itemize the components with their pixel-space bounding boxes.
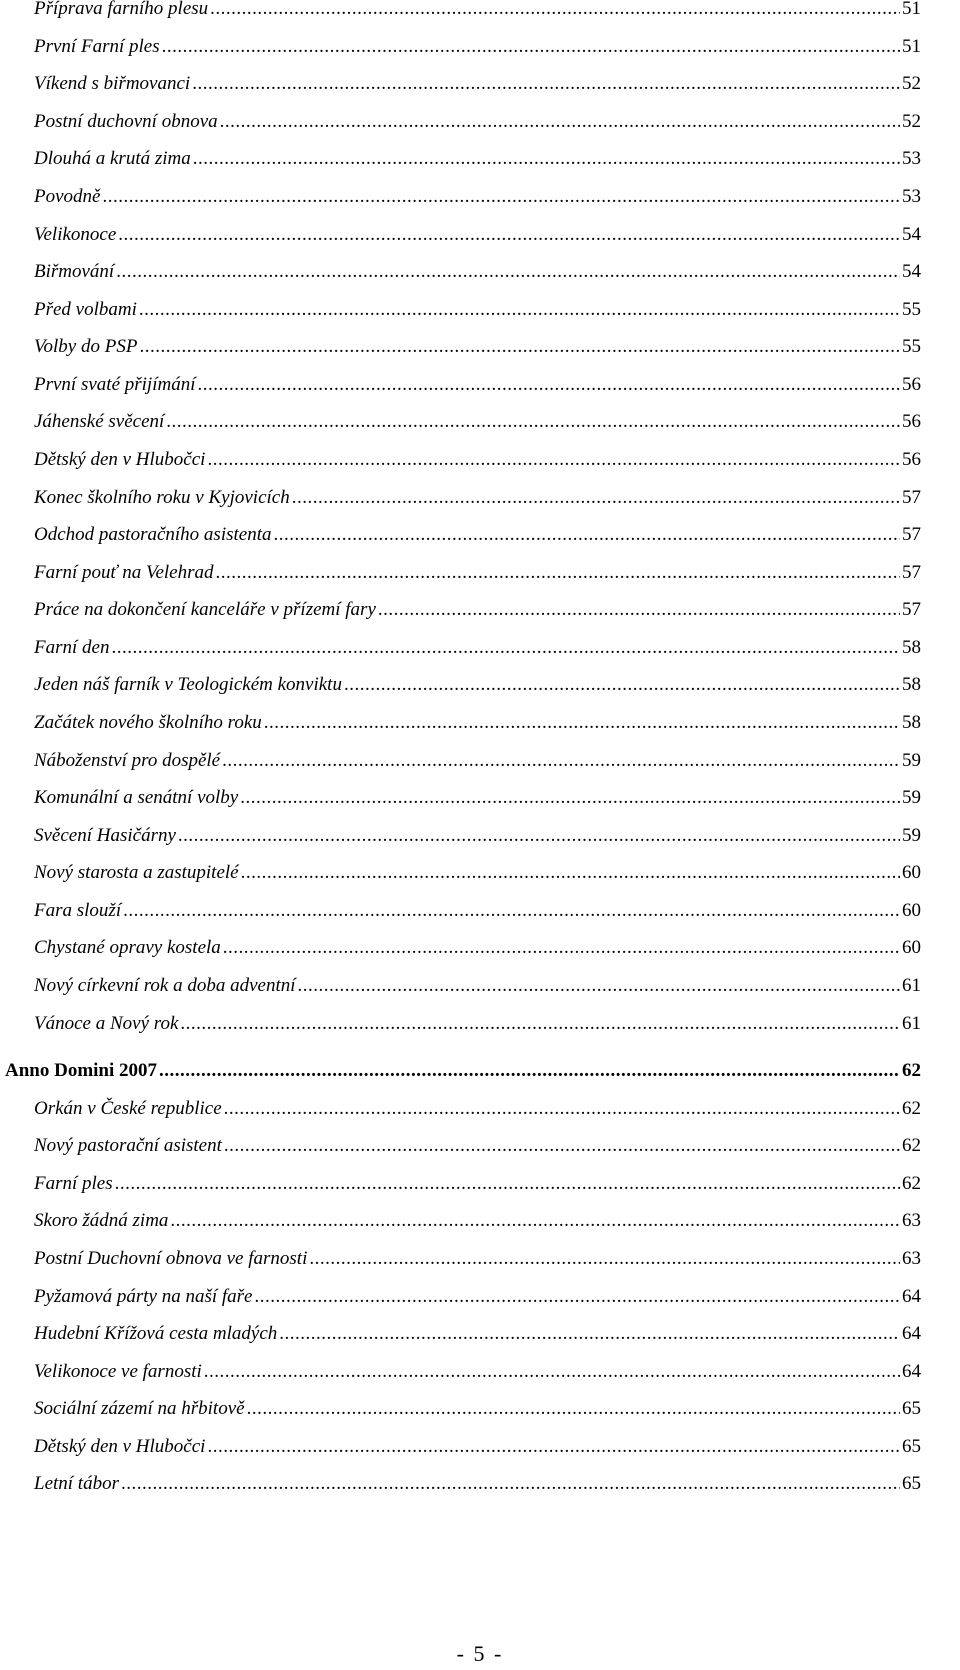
toc-section-title: Anno Domini 2007 — [5, 1060, 158, 1081]
toc-entry-title: Práce na dokončení kanceláře v přízemí fary — [34, 599, 376, 620]
dot-leader — [309, 1247, 900, 1271]
toc-entry-title: První svaté přijímání — [34, 374, 196, 395]
toc-entry-title: Volby do PSP — [34, 336, 138, 357]
dot-leader — [180, 1012, 900, 1036]
toc-entry-page: 65 — [902, 1398, 921, 1419]
toc-entry-title: Velikonoce — [34, 224, 117, 245]
dot-leader — [197, 373, 900, 397]
dot-leader — [159, 1059, 900, 1083]
toc-entry — [34, 786, 921, 810]
toc-entry-title: Nový pastorační asistent — [34, 1135, 222, 1156]
dot-leader — [279, 1322, 900, 1346]
dot-leader — [264, 711, 900, 735]
toc-entry-page: 60 — [902, 900, 921, 921]
toc-entry — [34, 0, 921, 21]
dot-leader — [204, 1360, 900, 1384]
dot-leader — [111, 636, 900, 660]
toc-entry-title: První Farní ples — [34, 36, 160, 57]
toc-entry-page: 62 — [902, 1098, 921, 1119]
dot-leader — [344, 673, 900, 697]
toc-entry-page: 59 — [902, 787, 921, 808]
toc-entry-title: Dětský den v Hlubočci — [34, 1436, 206, 1457]
toc-entry-title: Velikonoce ve farnosti — [34, 1361, 202, 1382]
toc-entry — [34, 185, 921, 209]
toc-entry-page: 59 — [902, 750, 921, 771]
toc-entry-page: 53 — [902, 186, 921, 207]
toc-entry-title: Fara slouží — [34, 900, 122, 921]
toc-entry-title: Svěcení Hasičárny — [34, 825, 176, 846]
toc-entry-page: 62 — [902, 1135, 921, 1156]
toc-entry-title: Sociální zázemí na hřbitově — [34, 1398, 245, 1419]
toc-entry-page: 51 — [902, 0, 921, 19]
toc-entry-title: Komunální a senátní volby — [34, 787, 239, 808]
dot-leader — [193, 147, 900, 171]
dot-leader — [292, 486, 900, 510]
toc-entry-page: 58 — [902, 637, 921, 658]
dot-leader — [247, 1397, 900, 1421]
toc-entry-title: Náboženství pro dospělé — [34, 750, 221, 771]
toc-entry-page: 57 — [902, 599, 921, 620]
toc-entry — [34, 561, 921, 585]
dot-leader — [162, 35, 900, 59]
toc-entry — [34, 223, 921, 247]
toc-entry-title: Letní tábor — [34, 1473, 119, 1494]
toc-entry — [34, 373, 921, 397]
toc-entry — [34, 1397, 921, 1421]
toc-entry-title: Nový církevní rok a doba adventní — [34, 975, 296, 996]
toc-entry-page: 58 — [902, 674, 921, 695]
dot-leader — [207, 1435, 900, 1459]
toc-entry — [34, 936, 921, 960]
toc-entry — [34, 824, 921, 848]
toc-entry-title: Dlouhá a krutá zima — [34, 148, 191, 169]
toc-entry — [34, 260, 921, 284]
dot-leader — [224, 1097, 900, 1121]
toc-entry-page: 64 — [902, 1361, 921, 1382]
toc-entry-title: Povodně — [34, 186, 101, 207]
toc-entry-title: Vánoce a Nový rok — [34, 1013, 179, 1034]
toc-entry — [34, 974, 921, 998]
toc-entry-page: 56 — [902, 449, 921, 470]
toc-entry-page: 60 — [902, 937, 921, 958]
toc-entry — [34, 1360, 921, 1384]
toc-entry — [34, 711, 921, 735]
toc-entry-page: 52 — [902, 111, 921, 132]
toc-entry — [34, 1097, 921, 1121]
dot-leader — [254, 1285, 900, 1309]
dot-leader — [298, 974, 900, 998]
dot-leader — [123, 899, 900, 923]
toc-entry — [34, 1012, 921, 1036]
toc-entry-page: 58 — [902, 712, 921, 733]
toc-entry-title: Farní den — [34, 637, 110, 658]
dot-leader — [116, 260, 900, 284]
dot-leader — [240, 786, 900, 810]
toc-entry — [34, 523, 921, 547]
toc-entry-page: 64 — [902, 1286, 921, 1307]
page-number: - 5 - — [456, 1641, 504, 1666]
toc-entry — [34, 147, 921, 171]
toc-entry-page: 65 — [902, 1473, 921, 1494]
toc-entry-title: Postní Duchovní obnova ve farnosti — [34, 1248, 308, 1269]
toc-entry — [34, 673, 921, 697]
toc-entry-page: 55 — [902, 299, 921, 320]
toc-entry-page: 62 — [902, 1173, 921, 1194]
toc-entry-page: 54 — [902, 224, 921, 245]
toc-entry — [34, 335, 921, 359]
toc-entry-page: 54 — [902, 261, 921, 282]
toc-entry-page: 57 — [902, 487, 921, 508]
toc-entry-title: Před volbami — [34, 299, 137, 320]
toc-entry-title: Nový starosta a zastupitelé — [34, 862, 239, 883]
toc-entry — [34, 636, 921, 660]
toc-entry-page: 55 — [902, 336, 921, 357]
toc-entry-page: 64 — [902, 1323, 921, 1344]
dot-leader — [207, 448, 900, 472]
toc-entry-page: 57 — [902, 562, 921, 583]
dot-leader — [118, 223, 900, 247]
toc-entry — [34, 899, 921, 923]
dot-leader — [139, 298, 900, 322]
toc-entry-page: 57 — [902, 524, 921, 545]
toc-entry-page: 61 — [902, 1013, 921, 1034]
toc-entry — [34, 410, 921, 434]
toc-entry — [34, 861, 921, 885]
toc-entry-page: 63 — [902, 1210, 921, 1231]
dot-leader — [222, 749, 900, 773]
toc-entry-title: Začátek nového školního roku — [34, 712, 262, 733]
toc-entry-title: Pyžamová párty na naší faře — [34, 1286, 253, 1307]
toc-entry — [34, 1472, 921, 1496]
toc-entry — [34, 598, 921, 622]
dot-leader — [115, 1172, 900, 1196]
toc-entry-page: 56 — [902, 411, 921, 432]
dot-leader — [192, 72, 900, 96]
dot-leader — [102, 185, 900, 209]
toc-entry — [34, 1322, 921, 1346]
toc-entry-title: Chystané opravy kostela — [34, 937, 221, 958]
toc-entry — [34, 448, 921, 472]
dot-leader — [170, 1209, 900, 1233]
toc-entry-page: 60 — [902, 862, 921, 883]
dot-leader — [223, 936, 900, 960]
toc-entry — [34, 1247, 921, 1271]
toc-entry — [34, 1172, 921, 1196]
toc-entry-title: Hudební Křížová cesta mladých — [34, 1323, 278, 1344]
dot-leader — [139, 335, 900, 359]
toc-entry — [34, 298, 921, 322]
toc-entry-title: Skoro žádná zima — [34, 1210, 169, 1231]
toc-entry-title: Jeden náš farník v Teologickém konviktu — [34, 674, 342, 695]
toc-entry-title: Odchod pastoračního asistenta — [34, 524, 272, 545]
toc-entry-title: Biřmování — [34, 261, 115, 282]
toc-entry-title: Příprava farního plesu — [34, 0, 209, 19]
toc-entry — [34, 1285, 921, 1309]
toc-entry-page: 59 — [902, 825, 921, 846]
toc-entry — [34, 1435, 921, 1459]
toc-entry-title: Konec školního roku v Kyjovicích — [34, 487, 290, 508]
dot-leader — [224, 1134, 900, 1158]
toc-entry — [34, 1209, 921, 1233]
toc-entry-page: 52 — [902, 73, 921, 94]
toc-entry-page: 63 — [902, 1248, 921, 1269]
toc-entry-title: Farní pouť na Velehrad — [34, 562, 214, 583]
toc-entry-page: 53 — [902, 148, 921, 169]
dot-leader — [210, 0, 900, 21]
toc-entry — [34, 1134, 921, 1158]
toc-entry-page: 65 — [902, 1436, 921, 1457]
toc-entry-title: Orkán v České republice — [34, 1098, 222, 1119]
toc-entry-title: Farní ples — [34, 1173, 113, 1194]
toc-entry-page: 61 — [902, 975, 921, 996]
toc-entry-title: Postní duchovní obnova — [34, 111, 218, 132]
dot-leader — [166, 410, 900, 434]
toc-section-heading — [5, 1059, 921, 1083]
toc-entry-title: Dětský den v Hlubočci — [34, 449, 206, 470]
dot-leader — [378, 598, 900, 622]
dot-leader — [215, 561, 900, 585]
toc-entry — [34, 72, 921, 96]
toc-entry — [34, 110, 921, 134]
toc-entry-title: Jáhenské svěcení — [34, 411, 165, 432]
dot-leader — [241, 861, 900, 885]
toc-entry-page: 51 — [902, 36, 921, 57]
toc-entry-page: 56 — [902, 374, 921, 395]
dot-leader — [121, 1472, 900, 1496]
toc-entry — [34, 749, 921, 773]
toc-entry-title: Víkend s biřmovanci — [34, 73, 191, 94]
dot-leader — [220, 110, 900, 134]
toc-section-page: 62 — [902, 1060, 921, 1081]
dot-leader — [274, 523, 901, 547]
toc-entry — [34, 486, 921, 510]
dot-leader — [178, 824, 900, 848]
toc-entry — [34, 35, 921, 59]
